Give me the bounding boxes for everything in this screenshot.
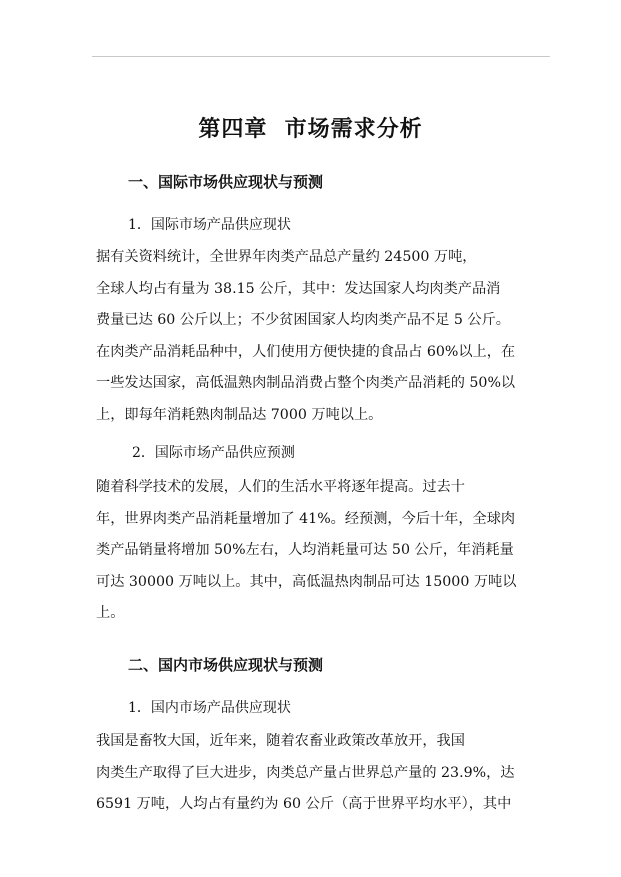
section-heading-international: 一、国际市场供应现状与预测 xyxy=(128,173,324,191)
paragraph-international-forecast xyxy=(96,472,556,630)
text-line: 上，即每年消耗熟肉制品达 7000 万吨以上。 xyxy=(96,406,383,423)
text-line: 我国是畜牧大国，近年来，随着农畜业政策改革放开，我国 xyxy=(96,733,465,749)
text-line: 可达 30000 万吨以上。其中，高低温热肉制品可达 15000 万吨以 xyxy=(96,573,517,590)
text-line: 在肉类产品消耗品种中，人们使用方便快捷的食品占 60%以上，在 xyxy=(96,343,516,360)
text-line: 据有关资料统计，全世界年肉类产品总产量约 24500 万吨， xyxy=(96,249,477,265)
header-rule xyxy=(92,56,550,57)
text-line: 全球人均占有量为 38.15 公斤，其中：发达国家人均肉类产品消 xyxy=(96,280,501,297)
subsection-title-international-forecast: 2．国际市场产品供应预测 xyxy=(132,445,295,461)
text-line: 6591 万吨，人均占有量约为 60 公斤（高于世界平均水平），其中 xyxy=(96,796,512,812)
section-heading-domestic: 二、国内市场供应现状与预测 xyxy=(128,656,324,674)
text-line: 费量已达 60 公斤以上；不少贫困国家人均肉类产品不足 5 公斤。 xyxy=(96,312,510,328)
paragraph-domestic-supply xyxy=(96,726,556,821)
paragraph-international-supply xyxy=(96,242,556,431)
subsection-title-domestic-supply: 1．国内市场产品供应现状 xyxy=(128,700,291,716)
text-line: 上。 xyxy=(96,605,125,621)
chapter-title: 第四章 市场需求分析 xyxy=(198,116,423,142)
text-line: 一些发达国家，高低温熟肉制品消费占整个肉类产品消耗的 50%以 xyxy=(96,375,516,391)
text-line: 肉类生产取得了巨大进步，肉类总产量占世界总产量的 23.9%，达 xyxy=(96,764,515,781)
subsection-title-international-supply: 1．国际市场产品供应现状 xyxy=(128,217,291,233)
text-line: 随着科学技术的发展，人们的生活水平将逐年提高。过去十 xyxy=(96,479,465,495)
text-line: 年，世界肉类产品消耗量增加了 41%。经预测，今后十年，全球肉 xyxy=(96,510,516,527)
text-line: 类产品销量将增加 50%左右，人均消耗量可达 50 公斤，年消耗量 xyxy=(96,542,514,558)
